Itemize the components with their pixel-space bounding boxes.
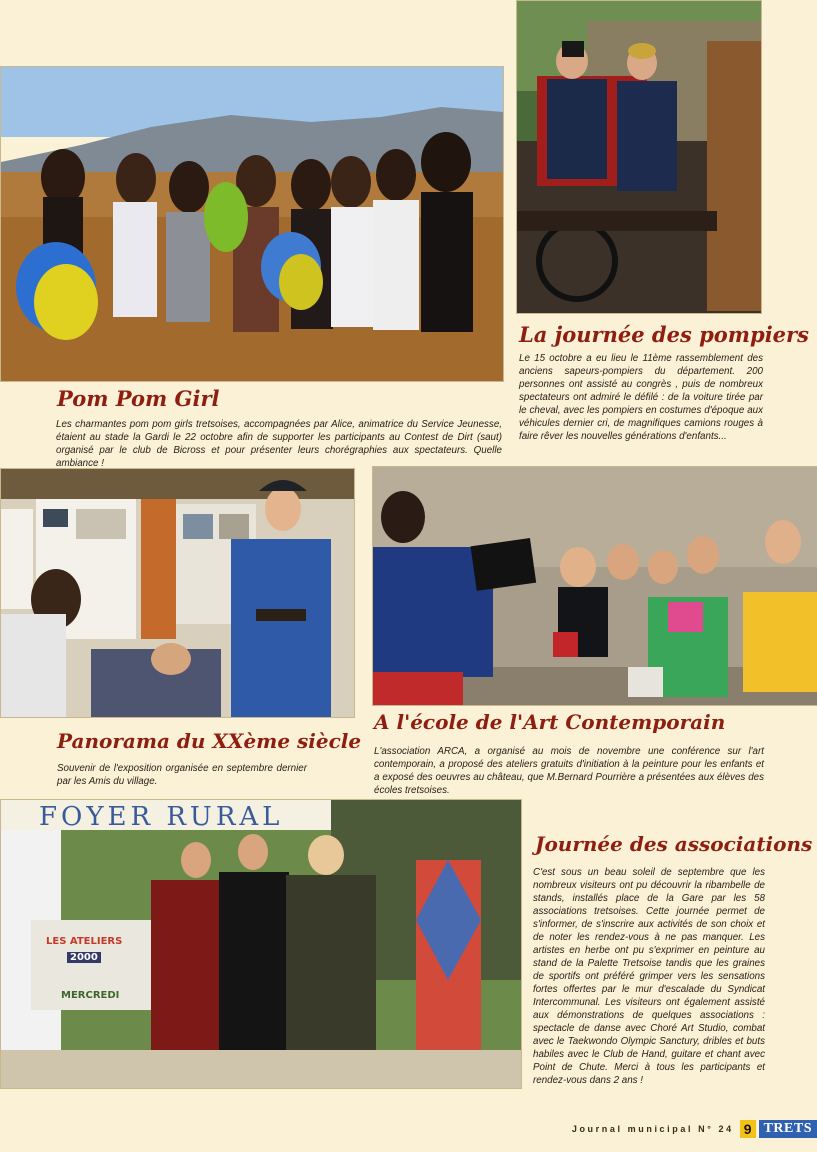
associations-body: C'est sous un beau soleil de septembre que les nombreux visiteurs ont pu découvrir la ribambelle de stands, installés place de la Gare par les 58 associations tretsoises. Cette journée permet de s'informer, de s'inscrire aux activités de son choix et de noter les rendez-vous à ne pas manquer. Les artistes en herbe ont pu s'exprimer en peinture au stand de la Palette Tretsoise tandis que les graines de sportifs ont préféré grimper vers les sensations fortes offertes par le mur d'escalade du Syndicat Intercommunal. Les visiteurs ont également assisté aux démonstrations de quelques associations : spectacle de danse avec Choré Art Studio, combat avec le Taekwondo Olympic Sanctury, dribles et buts habiles avec le Club de Hand, guitare et chant avec Point de Chute. Merci à tous les participants et rendez-vous dans 2 ans ! [533, 867, 765, 1086]
pompom-body: Les charmantes pom pom girls tretsoises, accompagnées par Alice, animatrice du Service Jeunesse, étaient au stade la Gardi le 22 octobre afin de supporter les participants au Contest de Dirt (saut) organisé par le club de Bicross et pour présenter leurs chorégraphies aux spectateurs. Quelle ambiance ! [56, 419, 502, 469]
associations-title: Journée des associations [535, 832, 813, 856]
art-classroom-photo [372, 466, 817, 706]
panorama-title: Panorama du XXème siècle [57, 729, 362, 753]
ateliers-board-line-2: 2000 [67, 952, 101, 963]
journal-label: Journal municipal N° 24 [571, 1124, 734, 1134]
ecole-body: L'association ARCA, a organisé au mois de novembre une conférence sur l'art contemporain, a proposé des ateliers gratuits d'initiation à la peinture pour les enfants et a exposé des oeuvres au château, que M.Bernard Pourrière a présentées aux élèves des écoles tretsoises. [374, 746, 764, 796]
page-number: 9 [740, 1120, 756, 1138]
panorama-body: Souvenir de l'exposition organisée en septembre dernier par les Amis du village. [57, 763, 307, 787]
ateliers-board-line-3: MERCREDI [61, 990, 120, 1001]
pompiers-body: Le 15 octobre a eu lieu le 11ème rassemblement des anciens sapeurs-pompiers du département. 200 personnes ont assisté au congrès , puis de nombreux spectateurs ont admiré le défilé : de la voiture tirée par le cheval, avec les pompiers en costumes d'époque aux véhicules dernier cri, de magnifiques camions rouges à faire rêver les nouvelles générations d'enfants... [519, 353, 763, 442]
pompom-girls-photo [0, 66, 504, 382]
pompiers-title: La journée des pompiers [519, 322, 809, 347]
foyer-rural-photo [0, 799, 522, 1089]
ateliers-board-line-1: LES ATELIERS [46, 936, 123, 947]
ecole-title: A l'école de l'Art Contemporain [374, 710, 726, 734]
trets-brand: TRETS [759, 1120, 817, 1138]
pompiers-carriage-photo [516, 0, 762, 314]
page-footer [545, 1118, 817, 1140]
pompom-title: Pom Pom Girl [57, 386, 220, 411]
foyer-rural-sign: FOYER RURAL [39, 802, 284, 832]
panorama-exhibition-photo [0, 468, 355, 718]
